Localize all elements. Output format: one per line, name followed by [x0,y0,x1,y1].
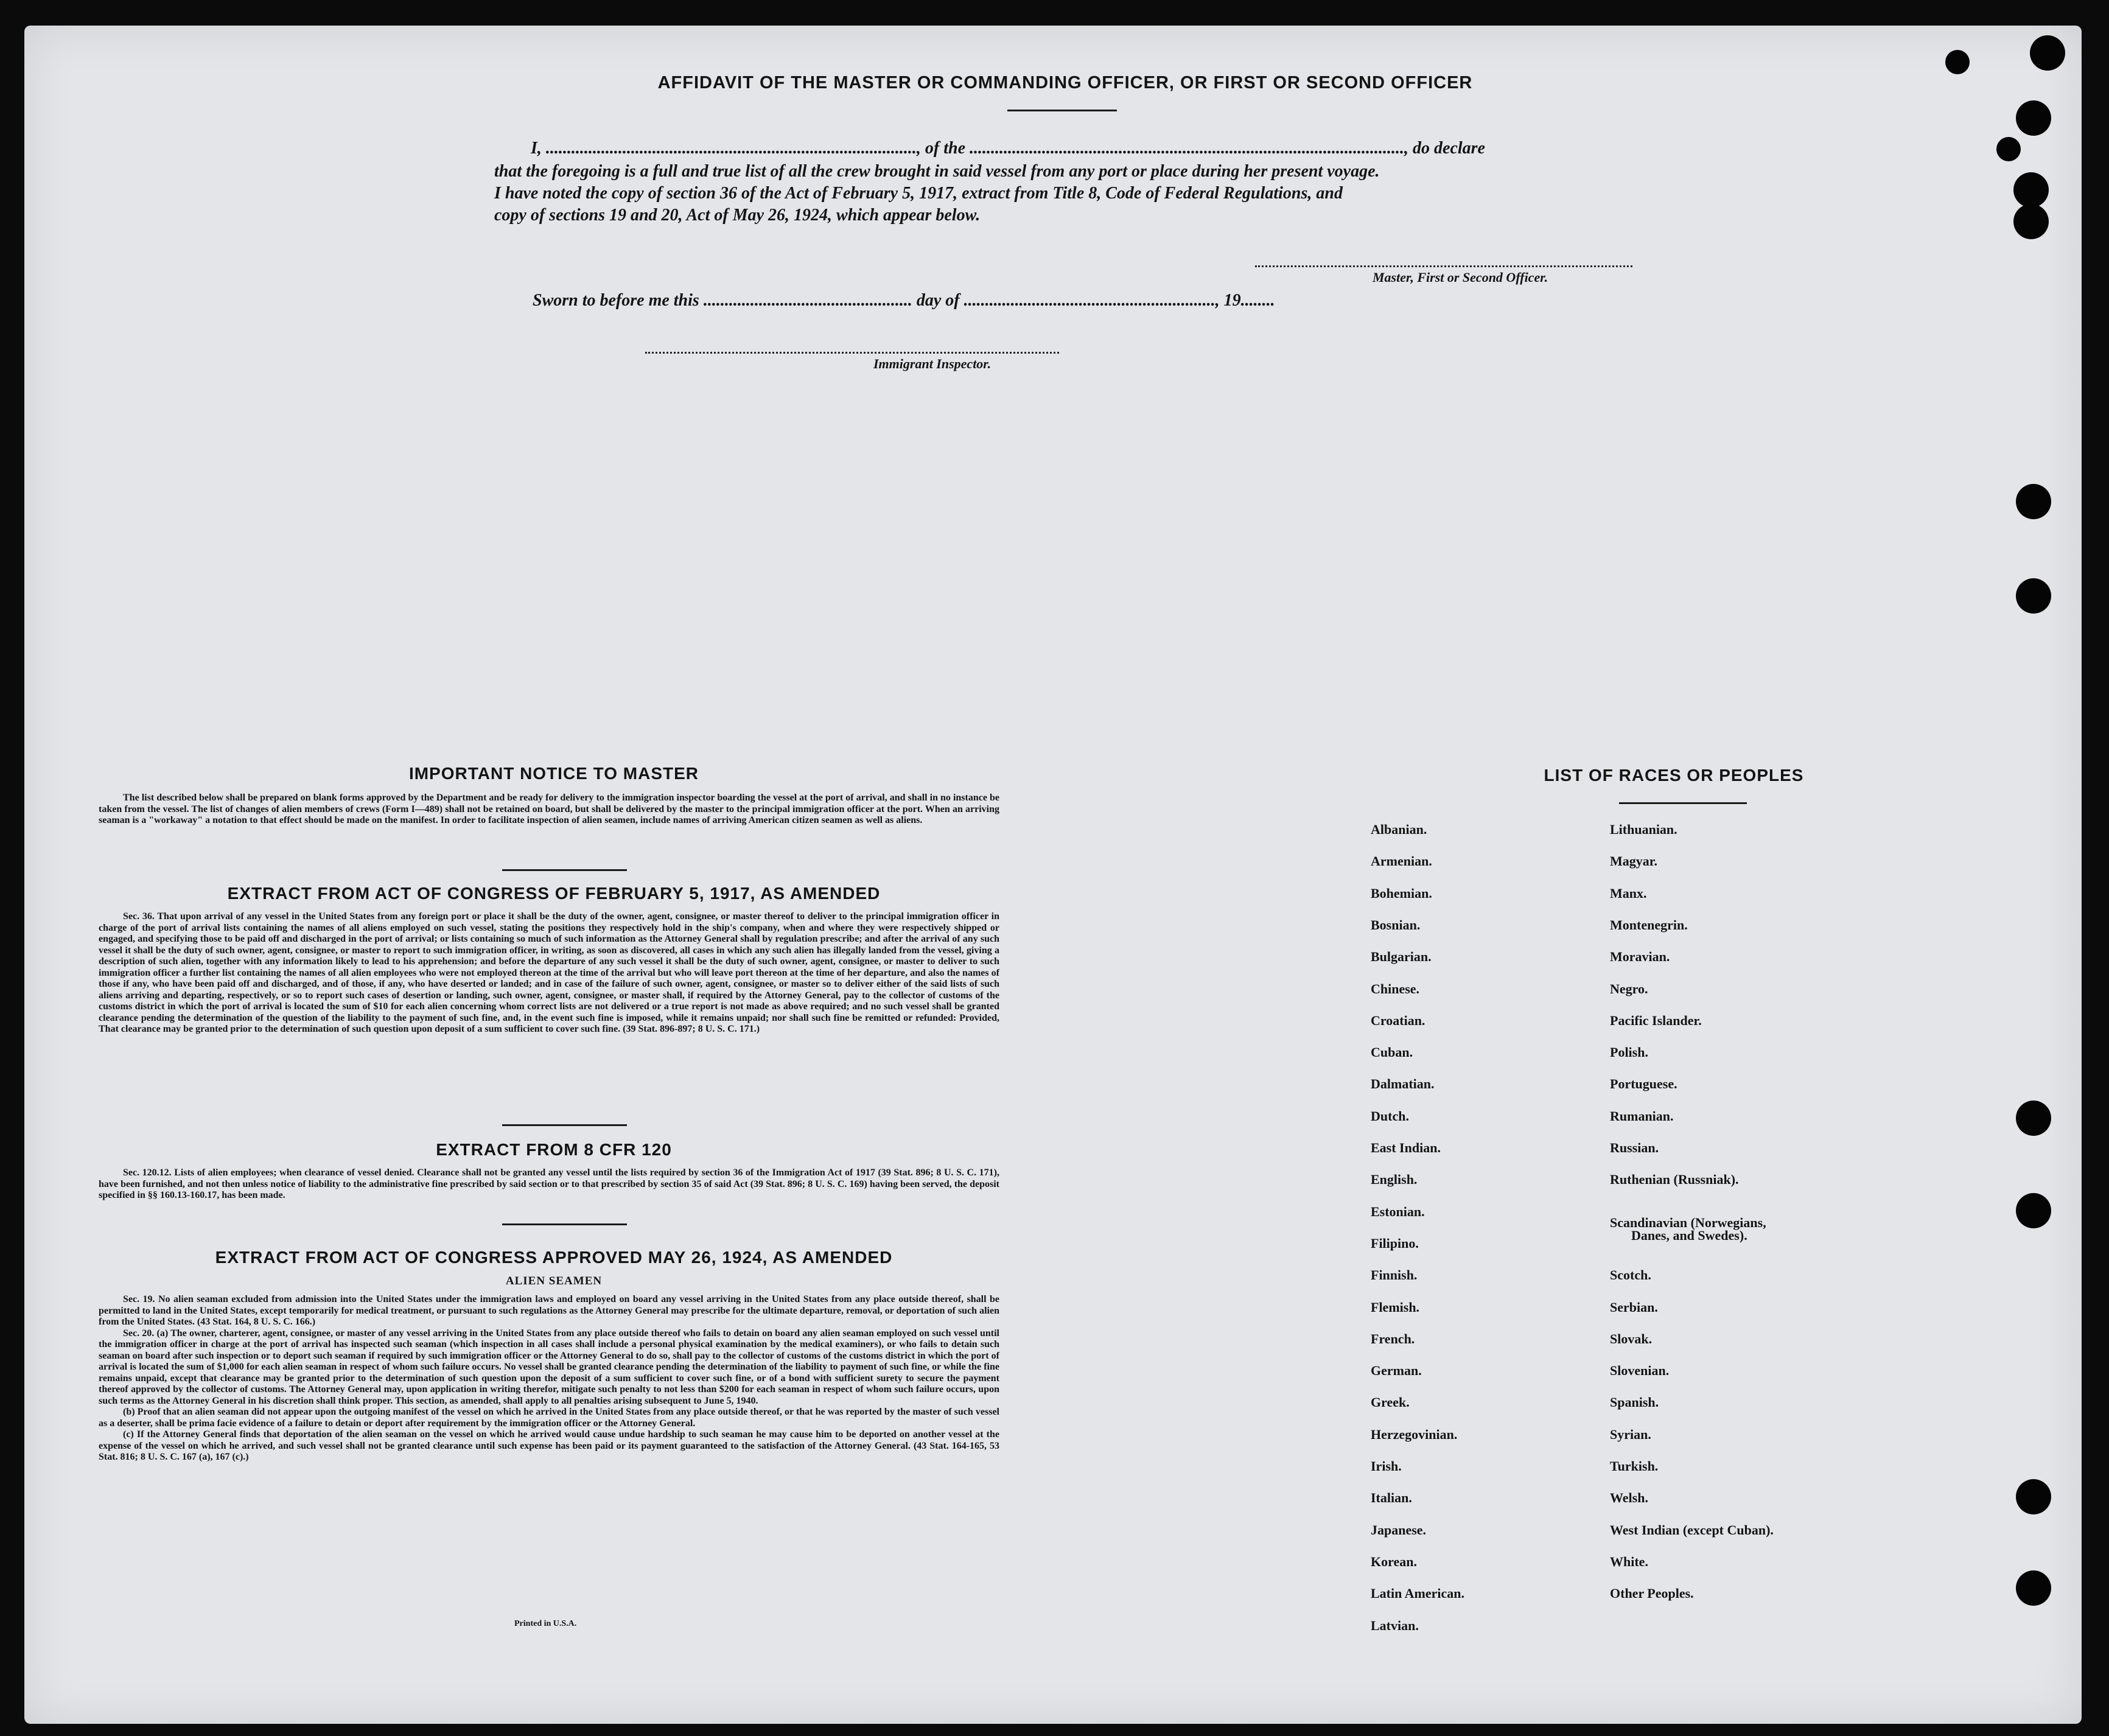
race-item: Flemish. [1371,1299,1420,1315]
race-item: Latin American. [1371,1586,1464,1601]
race-item: Italian. [1371,1490,1412,1506]
race-item: Filipino. [1371,1235,1419,1251]
race-item: Chinese. [1371,981,1420,996]
race-item: Manx. [1610,885,1647,901]
race-item: Dalmatian. [1371,1076,1435,1092]
race-item: Slovenian. [1610,1363,1670,1379]
race-item: Other Peoples. [1610,1586,1694,1601]
punch-hole [2030,35,2065,71]
race-item: Estonian. [1371,1203,1425,1219]
extract-cfr-title: EXTRACT FROM 8 CFR 120 [436,1140,672,1159]
race-item: Rumanian. [1610,1108,1674,1124]
punch-hole [2013,172,2049,208]
extract-1917-text [99,911,999,1035]
race-item: Cuban. [1371,1045,1413,1060]
printed-in-usa: Printed in U.S.A. [514,1619,577,1628]
section-19-paragraph: Sec. 19. No alien seaman excluded from admission into the United States under the immigration laws and employed on board any vessel arriving in the United States from any place outside thereof, shall be permitted to land in the United States, except temporarily for medical treatment, or pursuant to such regulations as the Attorney General may prescribe for the ultimate departure, removal, or deportation of such alien from the United States. (43 Stat. 164, 8 U. S. C. 166.) [99,1294,999,1327]
race-item: Spanish. [1610,1395,1659,1410]
race-item: Welsh. [1610,1490,1648,1506]
punch-hole [2016,1193,2051,1228]
race-item: German. [1371,1363,1422,1379]
section-36-paragraph: Sec. 36. That upon arrival of any vessel in the United States from any foreign port or place it shall be the duty of the owner, agent, consignee, or master thereof to deliver to the principal immigration officer in charge of the port of arrival lists containing the names of all aliens employed on such vessel, stating the positions they respectively hold in the ship's company, when and where they were respectively shipped or engaged, and specifying those to be paid off and discharged in the port of arrival; or lists containing so much of such information as the Attorney General shall by regulation prescribe; and after the arrival of any such vessel it shall be the duty of such owner, agent, consignee, or master to report to such immigration officer, in writing, as soon as discovered, all cases in which any such alien has illegally landed from the vessel, giving a description of such alien, together with any information likely to lead to his apprehension; and before the departure of any such vessel it shall be the duty of such owner, agent, consignee, or master to deliver to such immigration officer a further list containing the names of all alien employees who were not employed thereon at the time of the arrival but who will leave port thereon at the time of her departure, and also the names of those if any, who have been paid off and discharged, and of those, if any, who have deserted or landed; and in case of the failure of such owner, agent, consignee, or master so to deliver either of the said lists of such aliens arriving and departing, respectively, or so to report such cases of desertion or landing, such owner, agent, consignee, or master shall, if required by the Attorney General, pay to the collector of customs of the customs district in which the port of arrival is located the sum of $10 for each alien concerning whom correct lists are not delivered or a true report is not made as above required; and no such vessel shall be granted clearance pending the determination of the question of the liability to the payment of such fine, and, in the event such fine is imposed, while it remains unpaid; nor shall such fine be remitted or refunded: Provided, That clearance may be granted prior to the determination of such question upon deposit of a sum sufficient to cover such fine. (39 Stat. 896-897; 8 U. S. C. 171.) [99,911,999,1034]
race-item: Herzegovinian. [1371,1426,1458,1442]
extract-1924-text [99,1294,999,1463]
race-item: Turkish. [1610,1458,1659,1474]
form-page [24,26,2082,1724]
divider [502,869,627,871]
day-of-label: day of [916,291,960,310]
punch-hole [2016,484,2051,519]
year-label: , 19 [1215,291,1241,310]
race-item: East Indian. [1371,1140,1441,1155]
race-item: Greek. [1371,1395,1410,1410]
race-item: Armenian. [1371,853,1432,869]
punch-hole [2013,204,2049,239]
master-signature-label: Master, First or Second Officer. [1373,270,1548,285]
punch-hole [2016,1101,2051,1136]
races-title: LIST OF RACES OR PEOPLES [1544,766,1804,785]
punch-hole [2016,578,2051,614]
race-item: Moravian. [1610,949,1670,965]
race-item: French. [1371,1331,1415,1346]
sworn-line [533,291,1275,310]
race-item: Latvian. [1371,1617,1419,1633]
vessel-name-field[interactable]: ...................................................................................................... [970,139,1405,158]
race-item: Albanian. [1371,822,1427,837]
race-item: Dutch. [1371,1108,1409,1124]
section-20a-paragraph: Sec. 20. (a) The owner, charterer, agent, consignee, or master of any vessel arriving in the United States from any place outside thereof who fails to detain on board any alien seaman employed on such vessel until the immigration officer in charge at the port of arrival has inspected such seaman (which inspection in all cases shall include a personal physical examination by the medical examiners), or who fails to detain such seaman on board after such inspection or to deport such seaman if required by such immigration officer or the Attorney General to do so, shall pay to the collector of customs of the customs district in which the port of arrival is located the sum of $1,000 for each alien seaman in respect of whom such failure occurs. No vessel shall be granted clearance pending the determination of the liability to payment of such fine, or while the fine remains unpaid, except that clearance may be granted prior to the determination of such question upon the deposit of a sum sufficient to cover such fine, or of a bond with sufficient surety to secure the payment thereof approved by the collector of customs. The Attorney General may, upon application in writing therefor, mitigate such penalty to not less than $200 for each seaman in respect of whom such failure occurs, upon such terms as the Attorney General in his discretion shall think proper. This section, as amended, shall apply to all penalties arising subsequent to June 5, 1940. [99,1328,999,1406]
race-item: Scotch. [1610,1267,1651,1283]
race-item: Bosnian. [1371,917,1421,933]
sworn-month-field[interactable]: ........................................................... [964,291,1215,310]
race-item: English. [1371,1172,1418,1188]
divider [502,1223,627,1225]
race-item: Polish. [1610,1045,1648,1060]
sworn-day-field[interactable]: ................................................. [703,291,912,310]
race-item: Pacific Islander. [1610,1012,1702,1028]
declaration-text: that the foregoing is a full and true list of all the crew brought in said vessel from any port or place during her present voyage. [494,162,1380,181]
extract-1924-title: EXTRACT FROM ACT OF CONGRESS APPROVED MAY 26, 1924, AS AMENDED [215,1248,893,1267]
race-item: Ruthenian (Russniak). [1610,1172,1739,1188]
divider [1007,110,1117,111]
race-item: Finnish. [1371,1267,1418,1283]
inspector-signature-field[interactable] [645,336,1059,354]
declaration-line [531,139,1639,158]
declaration-text: copy of sections 19 and 20, Act of May 26, 1924, which appear below. [494,206,981,225]
punch-hole [2016,100,2051,136]
master-signature-field[interactable] [1255,250,1632,267]
race-item: Japanese. [1371,1522,1427,1538]
race-item: Russian. [1610,1140,1659,1155]
race-item: Croatian. [1371,1012,1425,1028]
notice-text [99,793,999,827]
punch-hole [1945,50,1970,74]
inspector-label: Immigrant Inspector. [873,356,992,371]
race-item: Danes, and Swedes). [1631,1227,1747,1243]
race-item: Lithuanian. [1610,822,1677,837]
race-item: White. [1610,1553,1648,1569]
section-20b-paragraph: (b) Proof that an alien seaman did not appear upon the outgoing manifest of the vessel on which he arrived in the United States from any place outside thereof, or that he was reported by the master of such vessel as a deserter, shall be prima facie evidence of a failure to detain or deport after requirement by the immigration officer or the Attorney General. [99,1407,999,1429]
race-item: Portuguese. [1610,1076,1677,1092]
notice-title: IMPORTANT NOTICE TO MASTER [408,764,699,783]
race-item: Bohemian. [1371,885,1432,901]
notice-paragraph: The list described below shall be prepared on blank forms approved by the Department and be ready for delivery to the immigration inspector boarding the vessel at the port of arrival, and shall in no instance be taken from the vessel. The list of changes of alien members of crews (Form I—489) shall not be retained on board, but shall be delivered by the master to the principal immigration officer at the port. When an arriving seaman is a "workaway" a notation to that effect should be made on the manifest. In order to facilitate inspection of alien seamen, include names of arriving American citizen seamen as well as aliens. [99,793,999,825]
declare-label: , do declare [1404,139,1485,158]
extract-1917-title: EXTRACT FROM ACT OF CONGRESS OF FEBRUARY 5, 1917, AS AMENDED [227,884,881,903]
race-item: Magyar. [1610,853,1658,869]
race-item: Syrian. [1610,1426,1651,1442]
race-item: Montenegrin. [1610,917,1688,933]
punch-hole [2016,1570,2051,1606]
punch-hole [2016,1479,2051,1514]
punch-hole [1996,137,2021,161]
vessel-label: , of the [916,139,966,158]
alien-seamen-subtitle: ALIEN SEAMEN [505,1275,603,1287]
sworn-year-field[interactable]: ........ [1240,291,1275,310]
sworn-label: Sworn to before me this [533,291,699,310]
declarant-name-field[interactable]: ....................................................................................... [545,139,917,158]
declarant-label: I, [531,139,542,158]
race-item: Slovak. [1610,1331,1653,1346]
race-item: Scandinavian (Norwegians, [1610,1214,1766,1230]
race-item: Negro. [1610,981,1648,996]
declaration-text: I have noted the copy of section 36 of the Act of February 5, 1917, extract from Title 8, Code of Federal Regulations, and [494,184,1343,203]
section-120-12-paragraph: Sec. 120.12. Lists of alien employees; when clearance of vessel denied. Clearance shall not be granted any vessel until the lists required by section 36 of the Immigration Act of 1917 (39 Stat. 896; 8 U. S. C. 171), have been furnished, and not then unless notice of liability to the administrative fine prescribed by said section or to that prescribed by section 35 of said Act (39 Stat. 896; 8 U. S. C. 169) having been served, the deposit specified in §§ 160.13-160.17, has been made. [99,1167,999,1200]
section-20c-paragraph: (c) If the Attorney General finds that deportation of the alien seaman on the vessel on which he arrived would cause undue hardship to such seaman he may cause him to be deported on another vessel at the expense of the vessel on which he arrived, and such vessel shall not be granted clearance until such expense has been paid or its payment guaranteed to the satisfaction of the Attorney General. (43 Stat. 164-165, 53 Stat. 816; 8 U. S. C. 167 (a), 167 (c).) [99,1429,999,1462]
divider [1619,802,1747,804]
race-item: Irish. [1371,1458,1402,1474]
race-item: Serbian. [1610,1299,1658,1315]
race-item: West Indian (except Cuban). [1610,1522,1774,1538]
divider [502,1124,627,1126]
race-item: Bulgarian. [1371,949,1432,965]
affidavit-title: AFFIDAVIT OF THE MASTER OR COMMANDING OFFICER, OR FIRST OR SECOND OFFICER [657,73,1473,93]
race-item: Korean. [1371,1553,1417,1569]
extract-cfr-text [99,1167,999,1202]
